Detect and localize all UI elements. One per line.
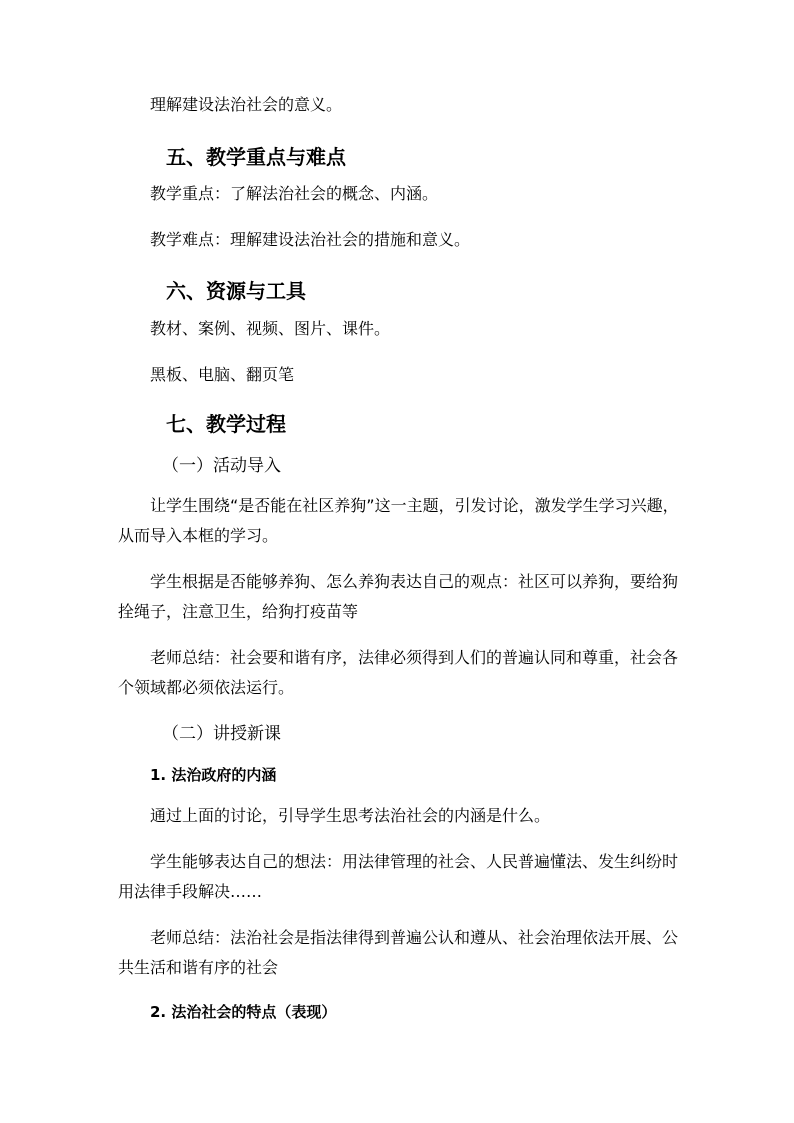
text-line: 老师总结：法治社会是指法律得到普遍公认和遵从、社会治理依法开展、公 xyxy=(150,928,679,947)
topic-heading-1: 1. 法治政府的内涵 xyxy=(150,766,277,784)
subsection-heading-1: （一）活动导入 xyxy=(162,456,281,476)
section-heading-6: 六、资源与工具 xyxy=(166,279,306,303)
text-line: 理解建设法治社会的意义。 xyxy=(150,95,343,114)
text-line: 让学生围绕“是否能在社区养狗”这一主题，引发讨论，激发学生学习兴趣， xyxy=(150,496,679,515)
text-line: 教材、案例、视频、图片、课件。 xyxy=(150,319,391,338)
section-heading-7: 七、教学过程 xyxy=(166,412,286,436)
text-line: 从而导入本框的学习。 xyxy=(118,526,279,545)
text-line: 用法律手段解决…… xyxy=(118,882,263,901)
subsection-heading-2: （二）讲授新课 xyxy=(162,724,281,744)
text-line: 拴绳子，注意卫生，给狗打疫苗等 xyxy=(118,602,359,621)
text-line: 教学重点：了解法治社会的概念、内涵。 xyxy=(150,184,439,203)
text-line: 学生根据是否能够养狗、怎么养狗表达自己的观点：社区可以养狗，要给狗 xyxy=(150,572,679,591)
topic-heading-2: 2. 法治社会的特点（表现） xyxy=(150,1003,337,1021)
text-line: 学生能够表达自己的想法：用法律管理的社会、人民普遍懂法、发生纠纷时 xyxy=(150,852,679,871)
text-line: 个领域都必须依法运行。 xyxy=(118,678,295,697)
text-line: 黑板、电脑、翻页笔 xyxy=(150,365,295,384)
text-line: 教学难点：理解建设法治社会的措施和意义。 xyxy=(150,230,471,249)
section-heading-5: 五、教学重点与难点 xyxy=(166,145,346,169)
text-line: 共生活和谐有序的社会 xyxy=(118,958,279,977)
text-line: 老师总结：社会要和谐有序，法律必须得到人们的普遍认同和尊重，社会各 xyxy=(150,648,679,667)
text-line: 通过上面的讨论，引导学生思考法治社会的内涵是什么。 xyxy=(150,806,551,825)
